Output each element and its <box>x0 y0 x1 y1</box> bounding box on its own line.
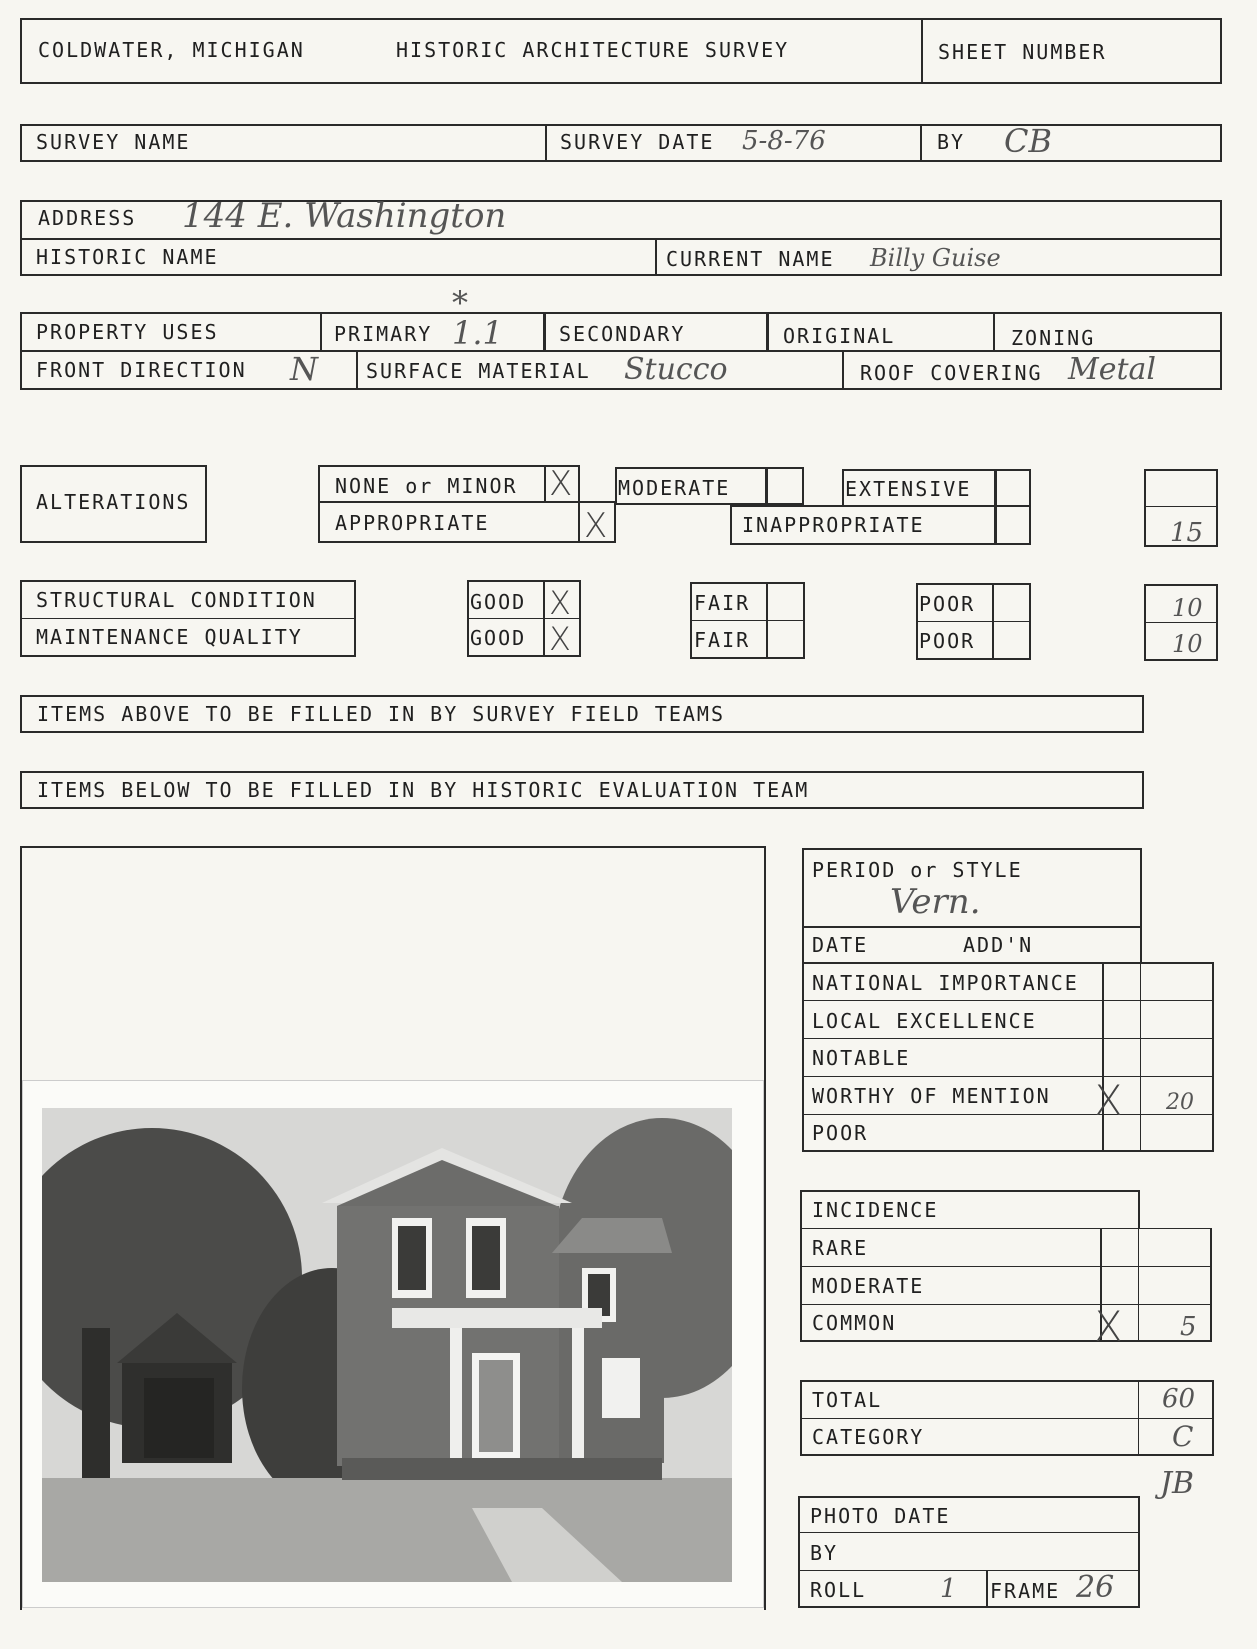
roll-label: ROLL <box>810 1578 867 1602</box>
none-minor-check: X <box>549 464 573 504</box>
importance-row-2 <box>802 1038 1214 1039</box>
importance-row-1 <box>802 1000 1214 1001</box>
survey-name-label: SURVEY NAME <box>36 130 191 154</box>
worthy-label: WORTHY OF MENTION <box>812 1084 1051 1108</box>
maintenance-fair-label: FAIR <box>694 628 751 652</box>
form-title: HISTORIC ARCHITECTURE SURVEY <box>396 38 790 62</box>
maintenance-good-label: GOOD <box>470 626 527 650</box>
front-direction-label: FRONT DIRECTION <box>36 358 247 382</box>
total-value: 60 <box>1162 1384 1196 1414</box>
inappropriate-label: INAPPROPRIATE <box>742 513 925 537</box>
roll-value: 1 <box>940 1574 957 1604</box>
frame-label: FRAME <box>990 1579 1061 1603</box>
city-label: COLDWATER, MICHIGAN <box>38 38 305 62</box>
notable-label: NOTABLE <box>812 1046 911 1070</box>
alterations-label: ALTERATIONS <box>36 490 191 514</box>
house-illustration <box>42 1108 732 1582</box>
survey-date-label: SURVEY DATE <box>560 130 715 154</box>
front-direction-value: N <box>290 350 318 388</box>
reviewer-initials: JB <box>1160 1466 1195 1501</box>
frame-value: 26 <box>1076 1570 1115 1605</box>
structural-good-check: X <box>549 584 571 622</box>
survey-by-label: BY <box>937 130 966 154</box>
condition-divider <box>20 618 356 619</box>
totals-row <box>800 1418 1214 1419</box>
none-minor-label: NONE or MINOR <box>335 474 518 498</box>
maintenance-good-check: X <box>549 620 571 658</box>
incidence-row-2 <box>800 1266 1212 1267</box>
current-name-value: Billy Guise <box>870 244 1001 272</box>
extensive-label: EXTENSIVE <box>845 477 972 501</box>
moderate-label: MODERATE <box>618 476 731 500</box>
poor-divider-h <box>916 621 1031 622</box>
common-check: X <box>1094 1302 1123 1351</box>
incidence-header-edge <box>1138 1190 1140 1228</box>
photo-info-row-1 <box>798 1532 1140 1533</box>
property-uses-label: PROPERTY USES <box>36 320 219 344</box>
category-value: C <box>1172 1420 1194 1453</box>
historic-name-label: HISTORIC NAME <box>36 245 219 269</box>
inappropriate-check-cell <box>995 505 1031 545</box>
sheet-number-label: SHEET NUMBER <box>938 40 1107 64</box>
national-importance-label: NATIONAL IMPORTANCE <box>812 971 1079 995</box>
incidence-col-2 <box>1138 1228 1139 1342</box>
survey-date-value: 5-8-76 <box>742 126 826 156</box>
appropriate-label: APPROPRIATE <box>335 511 490 535</box>
rare-label: RARE <box>812 1236 869 1260</box>
alterations-score-divider <box>1144 506 1218 507</box>
maintenance-score: 10 <box>1172 630 1203 658</box>
period-style-value: Vern. <box>890 882 981 922</box>
secondary-label: SECONDARY <box>559 322 686 346</box>
photo-info-col <box>986 1570 988 1608</box>
date-label: DATE <box>812 933 869 957</box>
structural-poor-label: POOR <box>919 592 976 616</box>
addn-label: ADD'N <box>963 933 1034 957</box>
roof-covering-label: ROOF COVERING <box>860 361 1043 385</box>
roof-covering-value: Metal <box>1068 352 1157 387</box>
structural-condition-label: STRUCTURAL CONDITION <box>36 588 317 612</box>
primary-value: 1.1 <box>452 314 503 352</box>
period-style-label: PERIOD or STYLE <box>812 858 1023 882</box>
primary-label: PRIMARY <box>334 322 433 346</box>
common-label: COMMON <box>812 1311 897 1335</box>
photo-by-label: BY <box>810 1541 839 1565</box>
importance-row-3 <box>802 1076 1214 1077</box>
surface-material-value: Stucco <box>624 352 728 387</box>
original-label: ORIGINAL <box>783 324 896 348</box>
evaluation-team-note: ITEMS BELOW TO BE FILLED IN BY HISTORIC EVALUATION TEAM <box>37 778 810 802</box>
incidence-moderate-label: MODERATE <box>812 1274 925 1298</box>
total-label: TOTAL <box>812 1388 883 1412</box>
survey-by-value: CB <box>1004 122 1052 160</box>
alterations-score: 15 <box>1170 518 1204 548</box>
address-value: 144 E. Washington <box>182 196 507 236</box>
house-photograph <box>42 1108 732 1582</box>
incidence-row-3 <box>800 1304 1212 1305</box>
evaluation-poor-label: POOR <box>812 1121 869 1145</box>
photo-mount <box>22 1080 764 1608</box>
structural-fair-label: FAIR <box>694 591 751 615</box>
maintenance-poor-label: POOR <box>919 629 976 653</box>
structural-score: 10 <box>1172 594 1203 622</box>
incidence-label: INCIDENCE <box>812 1198 939 1222</box>
appropriate-check: X <box>584 506 608 546</box>
moderate-check-cell <box>766 467 804 505</box>
common-score: 5 <box>1180 1312 1197 1342</box>
structural-good-label: GOOD <box>470 590 527 614</box>
importance-col-2 <box>1140 962 1141 1152</box>
photo-date-label: PHOTO DATE <box>810 1504 951 1528</box>
field-teams-note: ITEMS ABOVE TO BE FILLED IN BY SURVEY FIELD TEAMS <box>37 702 726 726</box>
worthy-score: 20 <box>1166 1090 1194 1115</box>
importance-row-4 <box>802 1114 1214 1115</box>
extensive-check-cell <box>995 469 1031 507</box>
surface-material-label: SURFACE MATERIAL <box>366 359 591 383</box>
category-label: CATEGORY <box>812 1425 925 1449</box>
primary-mark: * <box>452 284 468 322</box>
zoning-label: ZONING <box>1011 326 1096 350</box>
incidence-header-cover <box>1140 1190 1214 1228</box>
local-excellence-label: LOCAL EXCELLENCE <box>812 1009 1037 1033</box>
incidence-row-1 <box>800 1228 1212 1229</box>
worthy-check: X <box>1094 1076 1123 1125</box>
condition-score-divider <box>1144 622 1218 623</box>
maintenance-quality-label: MAINTENANCE QUALITY <box>36 625 303 649</box>
fair-divider-h <box>690 620 805 621</box>
current-name-label: CURRENT NAME <box>666 247 835 271</box>
address-label: ADDRESS <box>38 206 137 230</box>
